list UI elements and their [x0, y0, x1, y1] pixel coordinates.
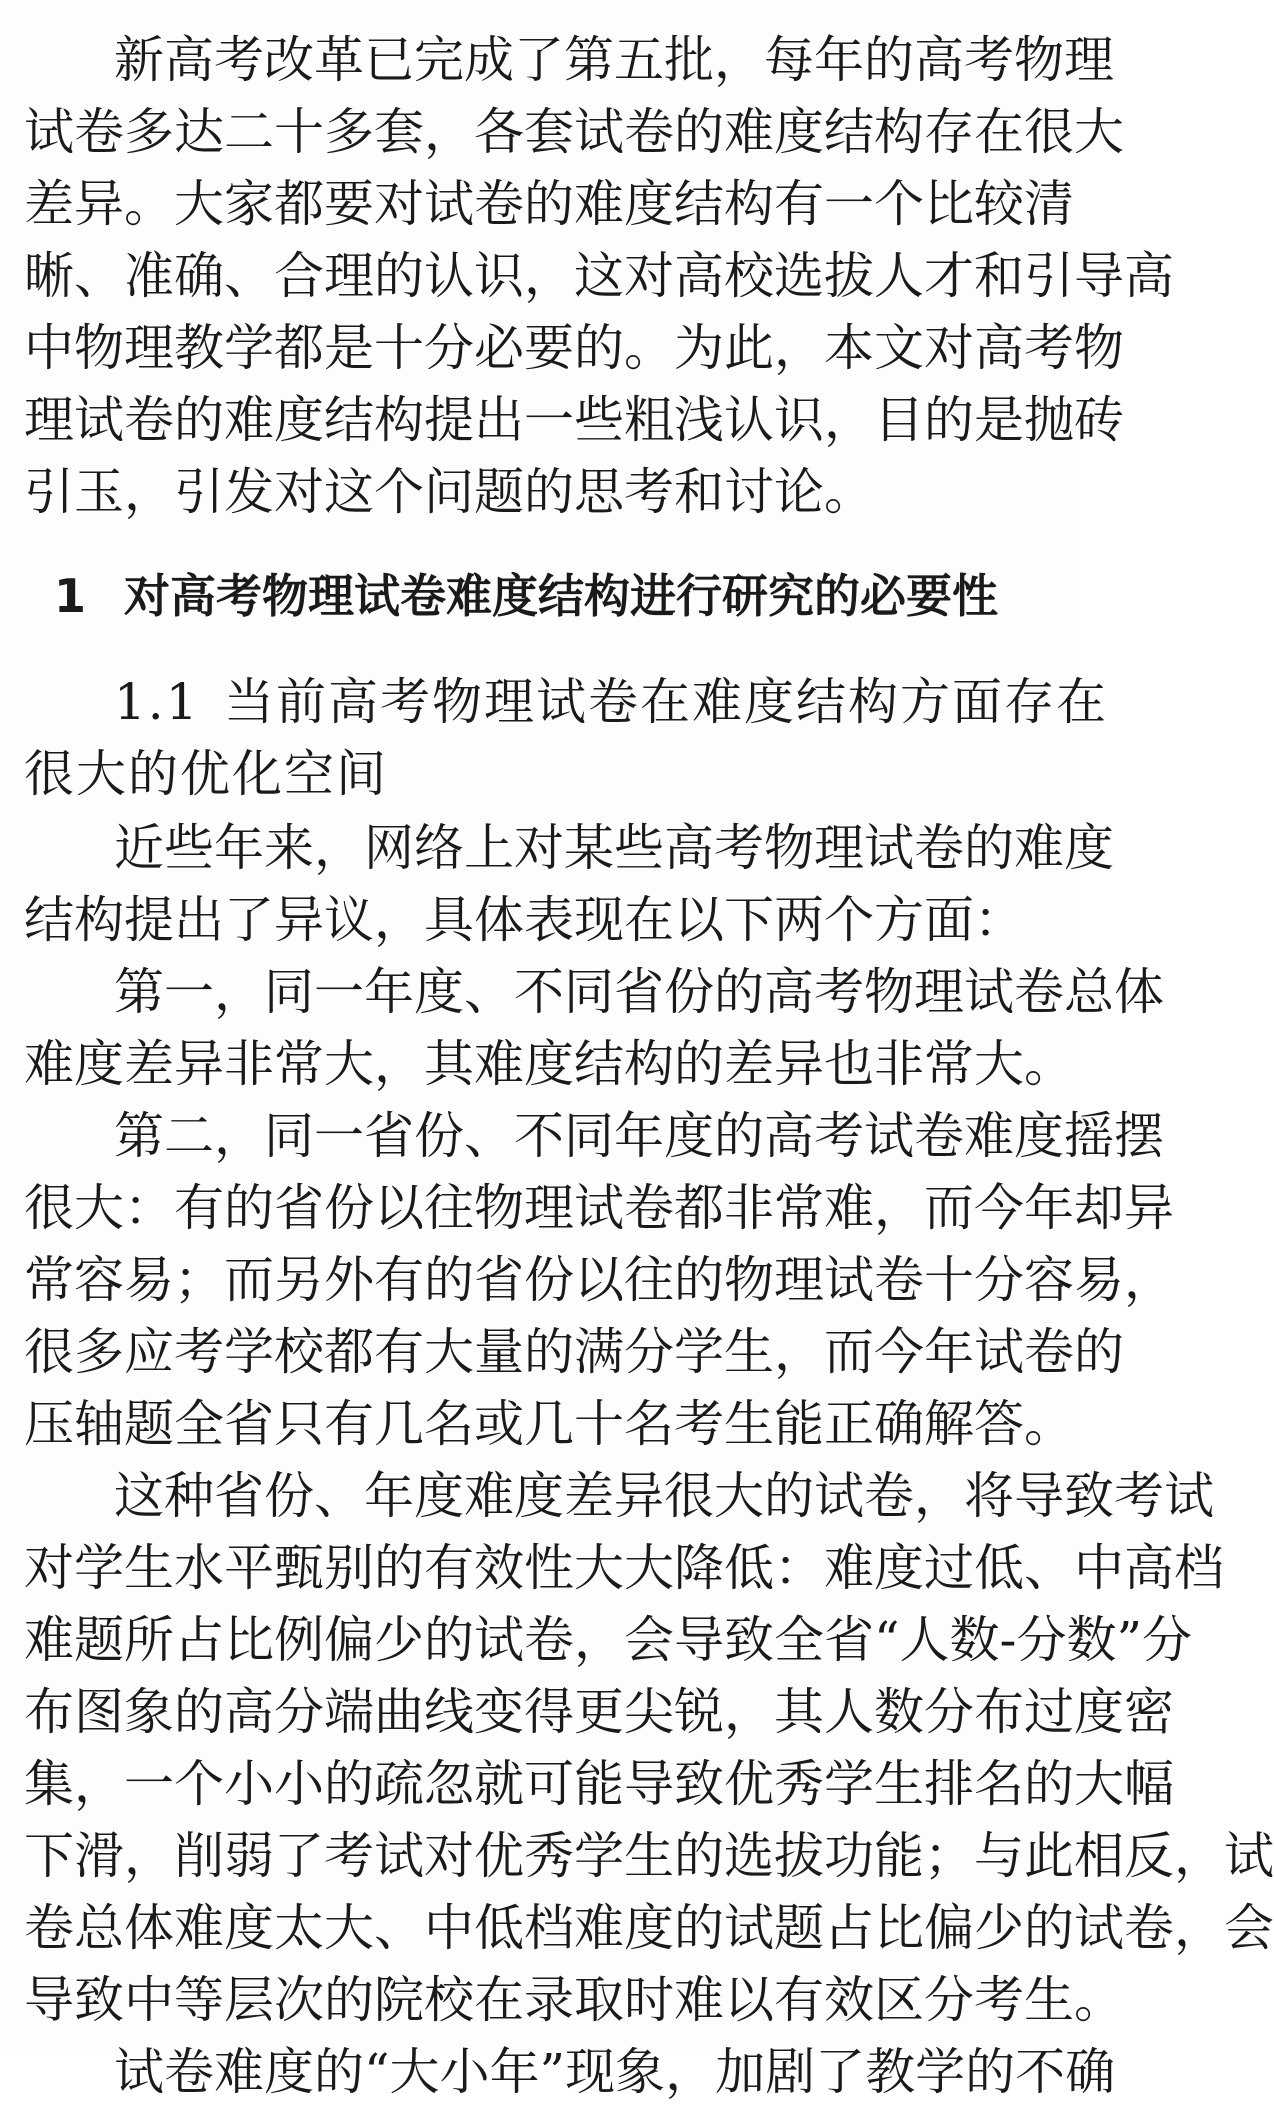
intro-line-3: 差异。大家都要对试卷的难度结构有一个比较清	[24, 175, 1074, 233]
body-line-5: 第二，同一省份、不同年度的高考试卷难度摇摆	[114, 1107, 1164, 1165]
body-line-8: 很多应考学校都有大量的满分学生，而今年试卷的	[24, 1323, 1124, 1381]
section-1-title: 对高考物理试卷难度结构进行研究的必要性	[124, 569, 998, 623]
section-1-heading	[54, 560, 1086, 632]
body-line-10: 这种省份、年度难度差异很大的试卷，将导致考试	[114, 1467, 1214, 1525]
body-line-4: 难度差异非常大，其难度结构的差异也非常大。	[24, 1035, 1074, 1093]
section-1-number: 1	[54, 569, 87, 623]
body-line-9: 压轴题全省只有几名或几十名考生能正确解答。	[24, 1395, 1074, 1453]
body-line-15: 下滑，削弱了考试对优秀学生的选拔功能；与此相反，试	[24, 1827, 1274, 1885]
intro-line-5: 中物理教学都是十分必要的。为此，本文对高考物	[24, 319, 1124, 377]
section-1-1-heading	[24, 666, 1108, 738]
body-line-12: 难题所占比例偏少的试卷，会导致全省“人数-分数”分	[24, 1611, 1193, 1669]
intro-line-4: 晰、准确、合理的认识，这对高校选拔人才和引导高	[24, 247, 1174, 305]
body-line-13: 布图象的高分端曲线变得更尖锐，其人数分布过度密	[24, 1683, 1174, 1741]
body-line-3: 第一，同一年度、不同省份的高考物理试卷总体	[114, 963, 1164, 1021]
body-line-16: 卷总体难度太大、中低档难度的试题占比偏少的试卷，会	[24, 1899, 1274, 1957]
intro-line-1: 新高考改革已完成了第五批，每年的高考物理	[114, 31, 1114, 89]
section-1-1-title-line-1: 当前高考物理试卷在难度结构方面存在	[224, 673, 1108, 731]
body-line-7: 常容易；而另外有的省份以往的物理试卷十分容易，	[24, 1251, 1174, 1309]
body-line-11: 对学生水平甄别的有效性大大降低：难度过低、中高档	[24, 1539, 1224, 1597]
body-line-18: 试卷难度的“大小年”现象，加剧了教学的不确	[114, 2043, 1116, 2101]
intro-line-2: 试卷多达二十多套，各套试卷的难度结构存在很大	[24, 103, 1124, 161]
section-1-1-title-line-2: 很大的优化空间	[24, 745, 388, 803]
section-1-1-number: 1.1	[114, 673, 200, 731]
body-line-14: 集，一个小小的疏忽就可能导致优秀学生排名的大幅	[24, 1755, 1174, 1813]
body-line-17: 导致中等层次的院校在录取时难以有效区分考生。	[24, 1971, 1124, 2029]
body-line-1: 近些年来，网络上对某些高考物理试卷的难度	[114, 819, 1114, 877]
body-line-2: 结构提出了异议，具体表现在以下两个方面：	[24, 891, 1024, 949]
intro-line-6: 理试卷的难度结构提出一些粗浅认识，目的是抛砖	[24, 391, 1124, 449]
intro-line-7: 引玉，引发对这个问题的思考和讨论。	[24, 463, 874, 521]
body-line-6: 很大：有的省份以往物理试卷都非常难，而今年却异	[24, 1179, 1174, 1237]
